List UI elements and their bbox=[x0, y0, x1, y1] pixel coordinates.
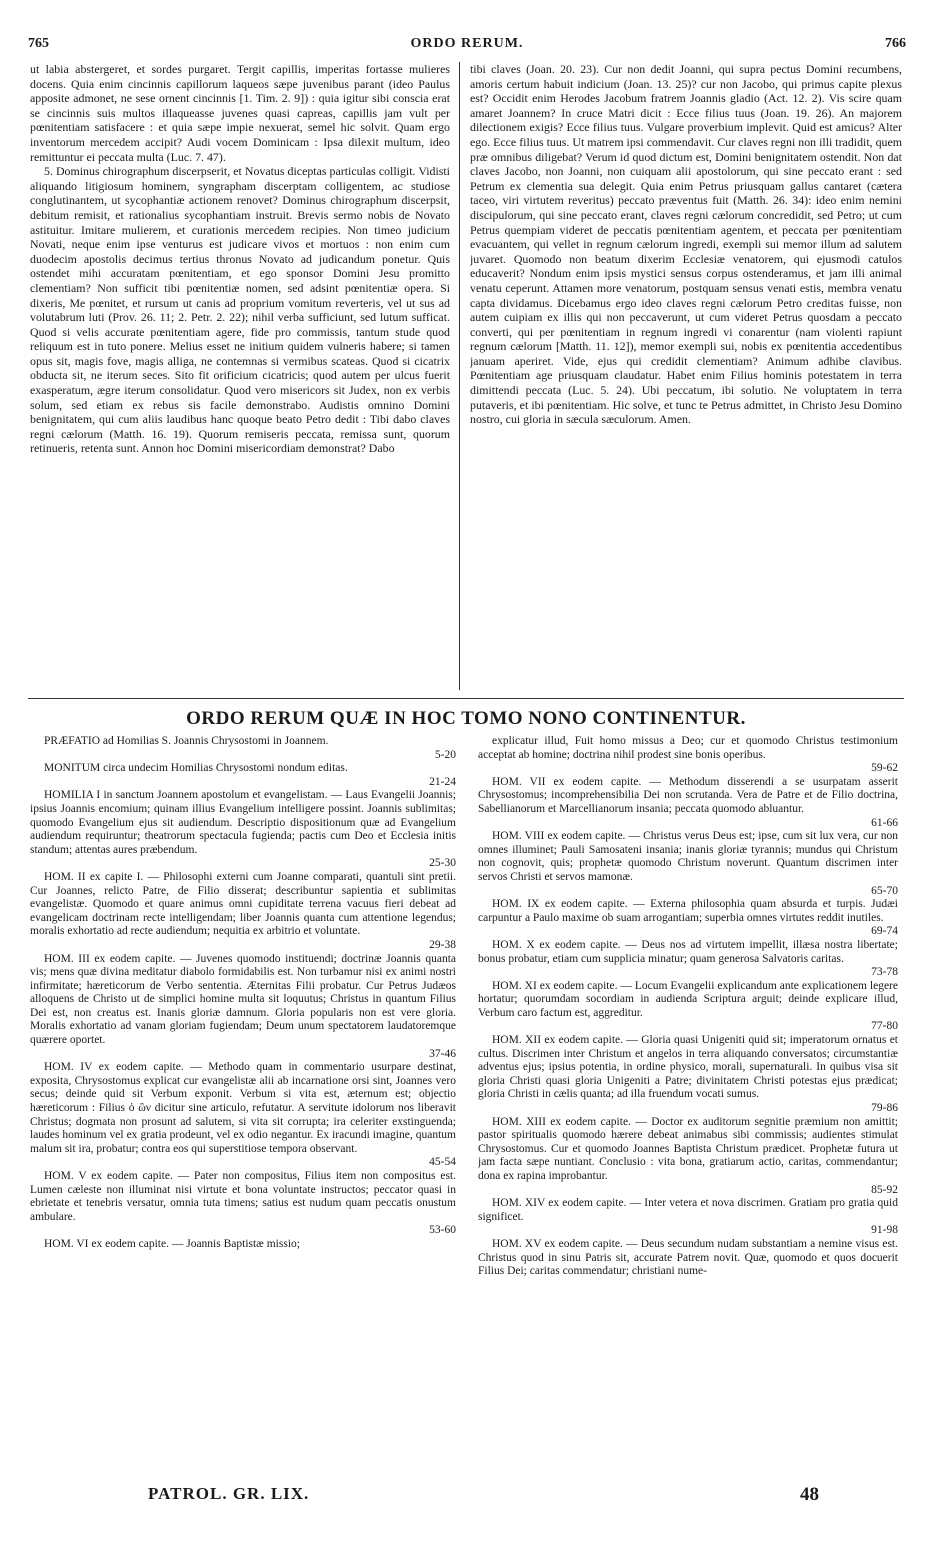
text-column-left bbox=[30, 62, 450, 692]
toc-entry bbox=[30, 1061, 456, 1170]
toc-entry-text: HOM. XV ex eodem capite. — Deus secundum nudam substantiam a nemine visus est. Christus quod in sinu Patris sit, accurate Patrem novit. Quæ, quomodo et quos docuerit Filius Dei; caritas commendatur; christiani nume- bbox=[478, 1237, 898, 1278]
toc-entry-pages: 91-98 bbox=[871, 1224, 898, 1237]
toc-column-left bbox=[30, 735, 456, 1475]
toc-entry-pages: 29-38 bbox=[429, 938, 456, 951]
toc-entry-pages: 65-70 bbox=[871, 884, 898, 897]
toc-entry bbox=[478, 830, 898, 898]
text-column-right bbox=[470, 62, 902, 692]
toc-entry-text: HOMILIA I in sanctum Joannem apostolum et evangelistam. — Laus Evangelii Joannis; ipsius Joannis encomium; quinam illius Evangelium intelligere possint. Joannis sublimitas; quomodo Evangelium ejus sit audiendum. Descriptio dispositionum quæ ad Evangelium audiendum requiruntur; theatrorum spectacula fugienda; pactis cum Deo et Ecclesia initis standum; attentas aures præbendum. bbox=[30, 789, 456, 856]
toc-entry bbox=[478, 1238, 898, 1279]
toc-entry bbox=[30, 789, 456, 871]
toc-entry bbox=[478, 939, 898, 980]
toc-entry-pages: 53-60 bbox=[429, 1224, 456, 1237]
toc-entry-pages: 21-24 bbox=[429, 775, 456, 788]
toc-entry-text: HOM. IV ex eodem capite. — Methodo quam in commentario usurpare destinat, exposita, Chrysostomus explicat cur evangelistæ alii ab incarnatione orsi sint, Joannes vero secus; deinde quid sit Verbum exponit. Verbum si vita est, æternum est; objectio hæreticorum : Filius ὁ ὢν dicitur sine articulo, refutatur. A servitute idolorum nos liberavit Christus; dogmata non prosunt ad salutem, si vita sit corrupta; ira celeriter exstinguenda; laudes hominum vel ex gratia prodeunt, vel ex odio negantur. Ex iracundi imagine, quantum malum sit ira, probatur; contra eos qui superstitiose tempora observant. bbox=[30, 1061, 456, 1155]
toc-entry-text: HOM. VII ex eodem capite. — Methodum disserendi a se usurpatam asserit Chrysostomus; incomprehensibilia Dei non scrutanda. Vera de Patre et de Filio doctrina, Sabellianorum et Marcellianorum insania; peccata quomodo abluantur. bbox=[478, 775, 898, 815]
toc-entry-pages: 69-74 bbox=[871, 925, 898, 938]
toc-entry-text: HOM. II ex capite I. — Philosophi externi cum Joanne comparati, quantuli sint pretii. Cur Joannes, relicto Patre, de Filio disserat; describuntur sapientia et sublimitas evangelistæ. Quomodo et quare animus omni cupiditate terrena vacuus fieri debeat ad evangelicam doctrinam recte intelligendam; liber Joannis quanta cum attentione legendus; moralis exhortatio ad recte audiendum; nequitia ex arbitrio et voluntate. bbox=[30, 870, 456, 938]
toc-entry bbox=[478, 980, 898, 1034]
toc-entry bbox=[30, 735, 456, 762]
toc-entry bbox=[478, 1197, 898, 1238]
left-page-number: 765 bbox=[28, 36, 49, 51]
toc-entry-text: HOM. VIII ex eodem capite. — Christus verus Deus est; ipse, cum sit lux vera, cur non omnes illuminet; Pauli Samosateni insania; inanis gloriæ tyrannis; mundus qui Christum non cognovit, quis; prophetæ quomodo Christum noverunt. Quantum discrimen inter servos Christi et servos mamonæ. bbox=[478, 830, 898, 883]
toc-entry-text: MONITUM circa undecim Homilias Chrysostomi nondum editas. bbox=[44, 762, 348, 775]
paragraph: tibi claves (Joan. 20. 23). Cur non dedit Joanni, qui supra pectus Domini recumbens, amoris certum habuit indicium (Joan. 13. 25)? cur non Jacobo, qui primus capite plexus est? Occidit enim Herodes Jacobum fratrem Joannis gladio (Act. 12. 2). Vis scire quam amaret Joannem? In cruce Matri dicit : Ecce filius tuus (Joan. 19. 26). An majorem dilectionem exigis? Ecce filius tuus. Vulgare proverbium implevit. Quid est amicus? Alter ego. Ecce filius tuus. Ut matrem ipsi commendavit. Cur claves regni non illi tradidit, quem præ omnibus diligebat? Verum id quod dictum est, Domini benignitatem ostendit. Non dat claves Jacobo, non Joanni, non cuiquam alii apostolorum, qui sine peccato erant : sed Petrum ex clementia sua delegit. Quia enim Petrus priusquam gallus cantaret (cætera taceo, viri virtutem reveritus) peccato præventus fuit (Matth. 26. 34): ideo enim nemini discipulorum, qui sine peccato erant, claves regni cælorum concredidit, sed Petro; ut cum Petrus quempiam videret de peccatis pœnitentiam agentem, et peccata per pœnitentiam evacuantem, qui vellet in regnum cælorum ingredi, exempli sui memor illum ad salutem juvaret. Quomodo non beatum dixerim Ecclesiæ venatorem, qui ejusmodi catulos educaverit? Nondum enim ipsis mystici sensus corpus ostenderamus, et jam illi animal venatu ceperunt. Attamen more venatorum, postquam sensus venati estis, membra venatu capta dividamus. Dicebamus ergo ideo claves regni cælorum Petro creditas fuisse, non autem cuipiam ex illis qui non peccaverunt, ut cum videret Petrus quosdam a peccato converti, qui per pœnitentiam in regnum ingredi vi conarentur (nam violenti rapiunt regnum cælorum [Matth. 11. 12]), memor exempli sui, nobis ex pœnitentia accedentibus januam aperiret. Vide, ejus qui credidit clementiam? Animum adhibe clavibus. Pœnitentiam age priusquam claudatur. Habet enim Filius hominis potestatem in terra dimittendi peccata (Luc. 5. 24). Ubi peccatum, ibi solutio. Ne voluptatem in terra putaveris, et ibi pœnitentiam. Hic solve, et tunc te Petrus admittet, in Christo Jesu Domino nostro, cui gloria in sæcula sæculorum. Amen. bbox=[470, 62, 902, 427]
toc-entry-text: HOM. XII ex eodem capite. — Gloria quasi Unigeniti quid sit; imperatorum ornatus et cultus. Discrimen inter Christum et angelos in terra aliquando conversatos; circumstantiæ adventus ejus; ipsius potentia, in ordine physico, morali, supernaturali. In quibus visa sit gloria Christi quasi gloria Unigeniti a Patre; divinitatem Christi potestas ejus prædicat; gloria Christi in cælis quanta; ad illa fruendum vocati sumus. bbox=[478, 1034, 898, 1101]
toc-entry-text: HOM. X ex eodem capite. — Deus nos ad virtutem impellit, illæsa nostra libertate; bonus probatur, etiam cum supplicia minatur; quam generosa Salvatoris caritas. bbox=[478, 938, 898, 965]
toc-entry bbox=[30, 871, 456, 953]
toc-column-right bbox=[478, 735, 898, 1480]
toc-entry-text: HOM. III ex eodem capite. — Juvenes quomodo instituendi; doctrinæ Joannis quanta vis; mens quæ divina meditatur diabolo formidabilis est. Non turbamur nisi ex animi nostri infirmitate; hæreticorum de Verbo sententia. Æternitas Filii probatur. Cur Petrus Judæos alloquens de Christo ut de simplici homine multa sit loquutus; Christus in quantum Filius Dei est, non creatus est. Inanis gloriæ damnum. Gloria popularis non est vere gloria. Moralis exhortatio ad vanam gloriam fugiendam; Deum unum spectatorem laudatoremque quærere oportet. bbox=[30, 952, 456, 1047]
toc-entry-pages: 37-46 bbox=[429, 1047, 456, 1060]
toc-entry bbox=[478, 898, 898, 939]
toc-entry-text: HOM. XIV ex eodem capite. — Inter vetera et nova discrimen. Gratiam pro gratia quid significet. bbox=[478, 1197, 898, 1223]
column-divider bbox=[459, 62, 460, 690]
toc-entry-pages: 61-66 bbox=[871, 816, 898, 829]
paragraph: ut labia abstergeret, et sordes purgaret. Tergit capillis, imperitas fortasse mulieres docens. Quia enim cincinnis capillorum laqueos sæpe juvenibus parant (ideo Paulus apposite admonet, ne sese ornent cincinnis [1. Tim. 2. 9]) : quia igitur sibi conscia erat se cincinnis suis multos illaqueasse juvenes quasi capreas, capillis jam vult per pœnitentiam satisfacere : et quia sæpe impie nexuerat, semel hic solvit. Quam ergo inventorum mercedem accipit? Audi vocem Dominicam : Ipsa dilexit multum, ideo remittuntur ei peccata multa (Luc. 7. 47). bbox=[30, 62, 450, 164]
toc-entry-text: HOM. V ex eodem capite. — Pater non compositus, Filius item non compositus est. Lumen cæleste non illuminat nisi virtute et bona voluntate instructos; peccator quasi in ebrietate et tenebris versatur, omnia tuta timens; satius est nudum quam peccatis onustum ambulare. bbox=[30, 1170, 456, 1223]
toc-entry-pages: 85-92 bbox=[871, 1183, 898, 1196]
toc-entry-text: explicatur illud, Fuit homo missus a Deo; cur et quomodo Christus testimonium acceptat ab homine; doctrina nihil prodest sine bonis operibus. bbox=[478, 735, 898, 761]
toc-entry bbox=[30, 762, 456, 789]
toc-entry bbox=[30, 953, 456, 1062]
running-title: ORDO RERUM. bbox=[410, 36, 524, 51]
toc-entry bbox=[478, 776, 898, 830]
toc-entry bbox=[30, 1170, 456, 1238]
toc-entry-pages: 73-78 bbox=[871, 966, 898, 979]
toc-entry-text: HOM. XIII ex eodem capite. — Doctor ex auditorum segnitie præmium non amittit; pastor spiritualis quomodo hærere debeat animabus sibi commissis; audientes stimulat Chrysostomus. Cur et quomodo Joannes Baptista Christum prædicet. Prophetæ futura ut jam facta sæpe nuntiant. Conclusio : vita bona, gratiarum actio, caritas, commendantur; dona ex rapina improbantur. bbox=[478, 1115, 898, 1182]
toc-entry-pages: 45-54 bbox=[429, 1156, 456, 1169]
toc-entry bbox=[478, 1116, 898, 1198]
footer-volume: PATROL. GR. LIX. bbox=[148, 1484, 310, 1503]
toc-entry bbox=[478, 1034, 898, 1116]
toc-entry-text: HOM. IX ex eodem capite. — Externa philosophia quam absurda et turpis. Judæi carpuntur a Paulo maxime ob suam arrogantiam; superbia omnes virtutes reddit inutiles. bbox=[478, 898, 898, 924]
running-header bbox=[28, 36, 906, 58]
right-page-number: 766 bbox=[885, 36, 906, 51]
footer-signature: 48 bbox=[800, 1484, 819, 1505]
toc-entry bbox=[30, 1238, 456, 1252]
toc-entry-pages: 5-20 bbox=[434, 748, 456, 761]
toc-entry bbox=[478, 735, 898, 776]
toc-entry-pages: 59-62 bbox=[871, 762, 898, 775]
toc-entry-text: HOM. XI ex eodem capite. — Locum Evangelii explicandum ante explicationem legere hortatur; quorumdam socordiam in audienda Scriptura arguit; deinde explicare illud, Verbum caro factum est, aggreditur. bbox=[478, 979, 898, 1019]
toc-entry-pages: 79-86 bbox=[871, 1102, 898, 1115]
toc-entry-pages: 77-80 bbox=[871, 1020, 898, 1033]
toc-title: ORDO RERUM QUÆ IN HOC TOMO NONO CONTINENTUR. bbox=[186, 708, 746, 729]
section-divider bbox=[28, 698, 904, 699]
paragraph: 5. Dominus chirographum discerpserit, et Novatus diceptas particulas colligit. Vidisti aliquando litigiosum hominem, syngrapham discerptam colligentem, ac studiose conglutinantem, ut sycophantiæ actionem renovet? Dominus chirographum discerpsit, debitum remisit, et rationalius sycophantiam instruit. Brevis sermo nobis de Novato astituitur. Imitare mulierem, et curationis mercedem recipies. Non timeo judicium Novati, neque enim ipse venturus est judicare vivos et mortuos : non enim cum duodecim apostolis decimus tertius thronus Novato ad judicandum ponetur. Quis ostendet mihi accuratam pœnitentiam, et ego sponsor Domini Jesu promitto clementiam? Non sufficit tibi pœnitentiæ nomen, sed adsint pœnitentiæ opera. Si dixeris, Me pœnitet, et rursum ut canis ad proprium vomitum reverteris, vel ut sus ad volutabrum luti (Prov. 26. 11; 2. Petr. 2. 22); nihil verba sufficiunt, sed lutum sufficat. Quod si velis accurate pœnitentiam agere, fide pro commissis, tantum stude quod reliquum est in tuto ponere. Melius esset ne initium quidem vulneris habere; si tamen opus sit, magis fove, magis alliga, ne contemnas si vermibus scateas. Quod si cicatrix obducta sit, ne iterum seces. Sito fit orificium cicatricis; quod autem per ulcus fuerit exasperatum, ægre iterum consolidatur. Quod vero misericors sit Judex, non ex verbis solum, sed etiam ex rebus sis facile demonstrabo. Audistis omnino Domini benignitatem, qui cum aliis laudibus hanc quoque beato Petro dedit : Tibi dabo claves regni cælorum (Matth. 16. 19). Quorum remiseris peccata, remissa sunt, quorum retinueris, retenta sunt. Annon hoc Domini misericordiam demonstrat? Dabo bbox=[30, 164, 450, 456]
toc-entry-pages: 25-30 bbox=[429, 857, 456, 870]
toc-entry-text: HOM. VI ex eodem capite. — Joannis Baptistæ missio; bbox=[44, 1237, 300, 1250]
toc-entry-text: PRÆFATIO ad Homilias S. Joannis Chrysostomi in Joannem. bbox=[44, 735, 329, 747]
